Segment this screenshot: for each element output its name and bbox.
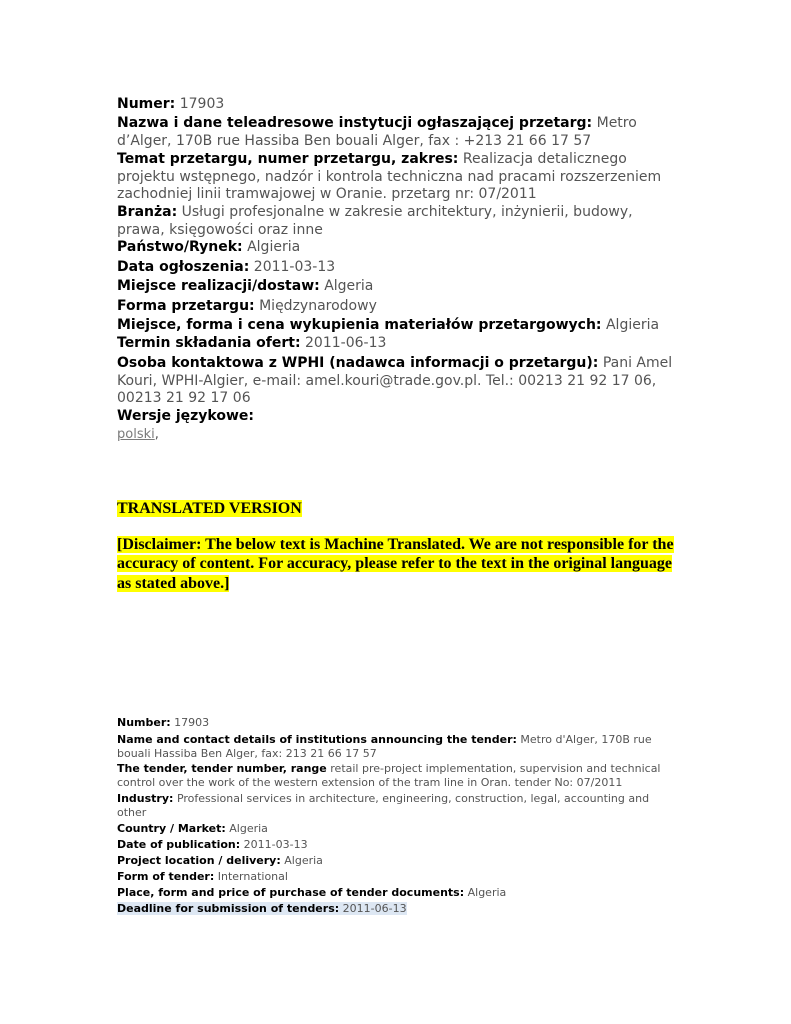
field-label: Temat przetargu, numer przetargu, zakres: <box>117 151 459 167</box>
field-label: The tender, tender number, range <box>117 762 327 775</box>
field-forma <box>117 298 677 316</box>
field-numer <box>117 96 677 114</box>
field-panstwo <box>117 239 677 257</box>
field-number <box>117 716 677 730</box>
field-label: Data ogłoszenia: <box>117 259 250 275</box>
translated-heading <box>117 499 677 518</box>
field-value: retail pre-project implementation, supervision and technical control over the work of the western extension of the tram line in Oran. tender No: 07/2011 <box>117 762 661 789</box>
field-label: Państwo/Rynek: <box>117 239 243 255</box>
field-label: Wersje językowe: <box>117 408 254 424</box>
field-industry <box>117 792 677 819</box>
field-label: Miejsce realizacji/dostaw: <box>117 278 320 294</box>
translated-heading-text: TRANSLATED VERSION <box>117 500 302 517</box>
field-label: Place, form and price of purchase of tender documents: <box>117 886 465 899</box>
field-label: Nazwa i dane teleadresowe instytucji ogłaszającej przetarg: <box>117 115 593 131</box>
field-label: Branża: <box>117 204 178 220</box>
field-label: Date of publication: <box>117 838 241 851</box>
field-place <box>117 886 677 900</box>
field-date <box>117 838 677 852</box>
language-separator: , <box>154 427 159 442</box>
language-links <box>117 426 677 444</box>
field-value: 17903 <box>179 96 225 112</box>
field-label: Deadline for submission of tenders: <box>117 902 340 915</box>
field-label: Project location / delivery: <box>117 854 281 867</box>
field-value: Algeria <box>284 854 323 867</box>
field-value: Algeria <box>324 278 374 294</box>
field-value: Algieria <box>247 239 301 255</box>
field-label: Name and contact details of institutions announcing the tender: <box>117 733 517 746</box>
field-value: 2011-03-13 <box>253 259 336 275</box>
field-value: Algieria <box>605 317 660 333</box>
field-value: 2011-06-13 <box>305 335 387 351</box>
field-value: 2011-06-13 <box>342 902 407 915</box>
field-value: Pani Amel Kouri, WPHI-Algier, e-mail: amel.kouri@trade.gov.pl. Tel.: 00213 21 92 17 06, 00213 21 92 17 06 <box>117 355 673 407</box>
field-data <box>117 259 677 277</box>
field-value: Międzynarodowy <box>259 298 377 314</box>
field-location <box>117 854 677 868</box>
field-temat <box>117 151 677 204</box>
field-country <box>117 822 677 836</box>
deadline-highlight <box>117 902 407 915</box>
field-value: Metro d’Alger, 170B rue Hassiba Ben bouali Alger, fax : +213 21 66 17 57 <box>117 115 637 149</box>
disclaimer <box>117 535 677 593</box>
language-link-polski[interactable]: polski <box>117 427 155 442</box>
field-termin <box>117 335 677 353</box>
field-value: International <box>217 870 288 883</box>
field-miejsce <box>117 278 677 296</box>
field-label: Number: <box>117 716 171 729</box>
field-deadline <box>117 902 677 916</box>
field-form <box>117 870 677 884</box>
field-label: Forma przetargu: <box>117 298 255 314</box>
field-osoba <box>117 355 677 408</box>
field-nazwa <box>117 115 677 150</box>
field-value: Professional services in architecture, engineering, construction, legal, accounting and other <box>117 792 650 819</box>
field-label: Form of tender: <box>117 870 215 883</box>
field-label: Country / Market: <box>117 822 226 835</box>
field-value: Metro d'Alger, 170B rue bouali Hassiba Ben Alger, fax: 213 21 66 17 57 <box>117 733 652 760</box>
field-value: Usługi profesjonalne w zakresie architektury, inżynierii, budowy, prawa, księgowości oraz inne <box>117 204 633 238</box>
field-subject <box>117 762 677 789</box>
field-label: Termin składania ofert: <box>117 335 301 351</box>
field-label: Osoba kontaktowa z WPHI (nadawca informacji o przetargu): <box>117 355 599 371</box>
field-label: Numer: <box>117 96 176 112</box>
field-value: 17903 <box>174 716 210 729</box>
field-wersje <box>117 408 677 426</box>
field-value: Algeria <box>467 886 507 899</box>
field-wykup <box>117 317 677 335</box>
disclaimer-text: [Disclaimer: The below text is Machine Translated. We are not responsible for the accuracy of content. For accuracy, please refer to the text in the original language as stated above.] <box>117 536 674 592</box>
field-name <box>117 733 677 760</box>
field-value: Realizacja detalicznego projektu wstępnego, nadzór i kontrola techniczna nad pracami rozszerzeniem zachodniej linii tramwajowej w Oranie. przetarg nr: 07/2011 <box>117 151 662 203</box>
field-branza <box>117 204 677 239</box>
field-value: Algeria <box>229 822 268 835</box>
field-value: 2011-03-13 <box>243 838 308 851</box>
field-label: Industry: <box>117 792 174 805</box>
field-label: Miejsce, forma i cena wykupienia materiałów przetargowych: <box>117 317 602 333</box>
